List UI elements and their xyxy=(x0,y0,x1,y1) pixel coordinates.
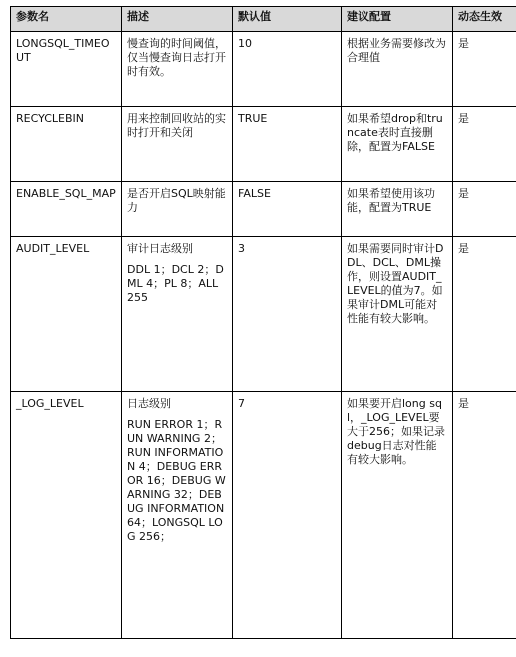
description-text: 是否开启SQL映射能力 xyxy=(127,187,226,214)
header-recommended-config: 建议配置 xyxy=(342,7,453,32)
header-dynamic-effect: 动态生效 xyxy=(453,7,516,32)
header-description: 描述 xyxy=(122,7,233,32)
description-levels: DDL 1；DCL 2；DML 4；PL 8；ALL 255 xyxy=(127,263,224,304)
cell-default: 10 xyxy=(233,32,342,107)
cell-dynamic: 是 xyxy=(453,107,516,182)
cell-dynamic: 是 xyxy=(453,32,516,107)
table-header-row xyxy=(11,7,516,32)
cell-recommend: 如果希望使用该功能，配置为TRUE xyxy=(342,182,453,237)
cell-description xyxy=(122,32,233,107)
table-row xyxy=(11,237,516,392)
parameter-table xyxy=(10,6,516,639)
cell-recommend: 根据业务需要修改为合理值 xyxy=(342,32,453,107)
cell-default: TRUE xyxy=(233,107,342,182)
description-text: 日志级别 xyxy=(127,397,171,410)
table-row xyxy=(11,392,516,639)
cell-default: 7 xyxy=(233,392,342,639)
cell-param: LONGSQL_TIMEOUT xyxy=(11,32,122,107)
cell-default: FALSE xyxy=(233,182,342,237)
cell-param: RECYCLEBIN xyxy=(11,107,122,182)
cell-recommend: 如果需要同时审计DDL、DCL、DML操作，则设置AUDIT_LEVEL的值为7。如果审计DML可能对性能有较大影响。 xyxy=(342,237,453,392)
cell-description xyxy=(122,182,233,237)
cell-description xyxy=(122,237,233,392)
cell-recommend: 如果希望drop和truncate表时直接删除，配置为FALSE xyxy=(342,107,453,182)
cell-param: ENABLE_SQL_MAP xyxy=(11,182,122,237)
cell-recommend: 如果要开启long sql，_LOG_LEVEL要大于256；如果记录debug日志对性能有较大影响。 xyxy=(342,392,453,639)
header-param-name: 参数名 xyxy=(11,7,122,32)
table-row xyxy=(11,32,516,107)
description-text: 用来控制回收站的实时打开和关闭 xyxy=(127,112,226,139)
header-default-value: 默认值 xyxy=(233,7,342,32)
description-text: 审计日志级别 xyxy=(127,242,193,255)
cell-dynamic: 是 xyxy=(453,237,516,392)
cell-dynamic: 是 xyxy=(453,182,516,237)
cell-description xyxy=(122,107,233,182)
description-levels: RUN ERROR 1；RUN WARNING 2；RUN INFORMATION 4；DEBUG ERROR 16；DEBUG WARNING 32；DEBUG INFORMATION 64；LONGSQL LOG 256； xyxy=(127,418,226,543)
table-row xyxy=(11,107,516,182)
cell-description xyxy=(122,392,233,639)
cell-default: 3 xyxy=(233,237,342,392)
cell-param: _LOG_LEVEL xyxy=(11,392,122,639)
description-text: 慢查询的时间阈值，仅当慢查询日志打开时有效。 xyxy=(127,37,226,78)
table-row xyxy=(11,182,516,237)
cell-dynamic: 是 xyxy=(453,392,516,639)
cell-param: AUDIT_LEVEL xyxy=(11,237,122,392)
